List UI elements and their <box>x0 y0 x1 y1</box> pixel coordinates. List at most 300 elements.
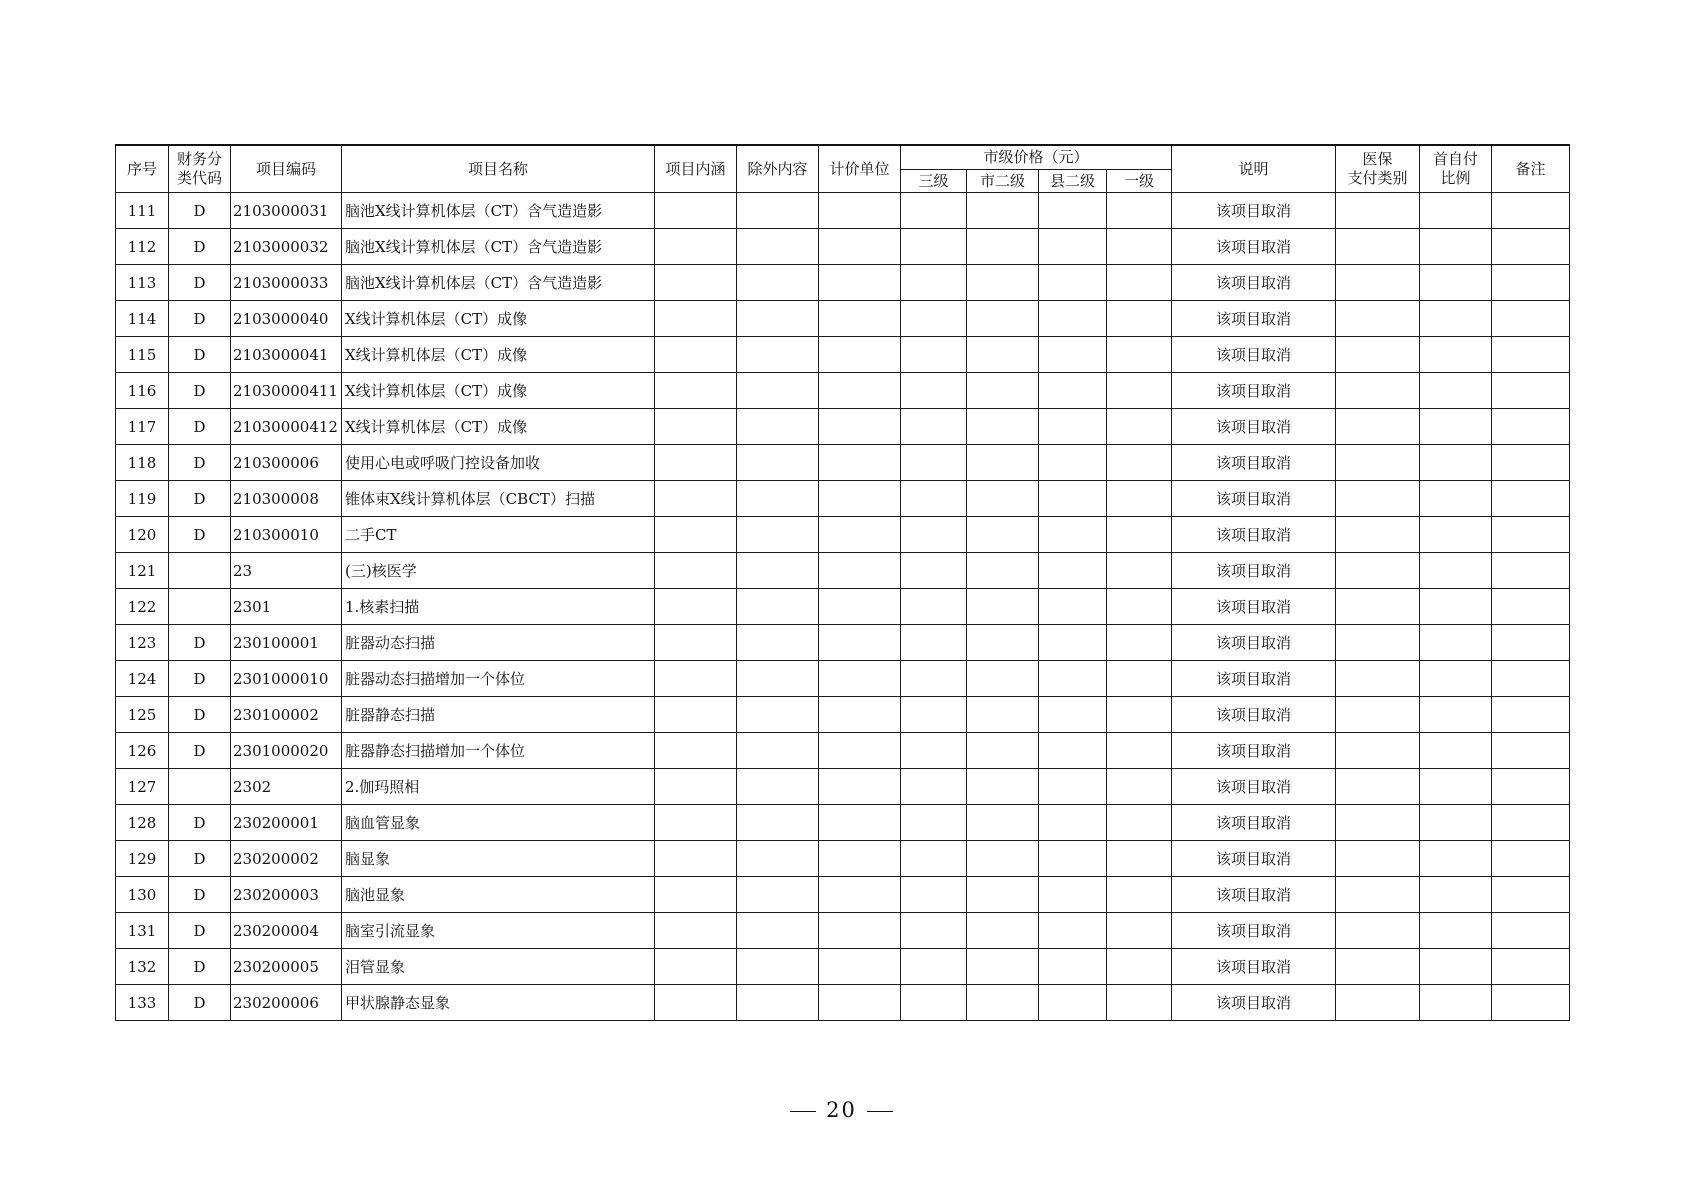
table-row <box>116 697 1570 733</box>
cell-price-city2 <box>967 733 1039 769</box>
cell-code: 230200006 <box>231 985 342 1021</box>
cell-description: 该项目取消 <box>1172 517 1336 553</box>
cell-price-level1 <box>1107 409 1172 445</box>
cell-code: 230200001 <box>231 805 342 841</box>
cell-price-level1 <box>1107 193 1172 229</box>
cell-price-level3 <box>901 517 967 553</box>
header-price-level3: 三级 <box>901 169 967 193</box>
cell-category: D <box>169 373 231 409</box>
cell-insurance <box>1336 481 1420 517</box>
cell-insurance <box>1336 373 1420 409</box>
cell-price-level3 <box>901 373 967 409</box>
header-price-city2: 市二级 <box>967 169 1039 193</box>
cell-price-city2 <box>967 589 1039 625</box>
cell-seq: 133 <box>116 985 169 1021</box>
cell-price-city2 <box>967 769 1039 805</box>
cell-insurance <box>1336 625 1420 661</box>
cell-category: D <box>169 409 231 445</box>
cell-category: D <box>169 265 231 301</box>
cell-code: 2301000010 <box>231 661 342 697</box>
cell-code: 210300006 <box>231 445 342 481</box>
cell-price-city2 <box>967 445 1039 481</box>
table-row <box>116 229 1570 265</box>
cell-code: 21030000411 <box>231 373 342 409</box>
cell-selfpay <box>1420 589 1492 625</box>
cell-price-county2 <box>1039 733 1107 769</box>
cell-content <box>655 985 737 1021</box>
cell-selfpay <box>1420 301 1492 337</box>
cell-selfpay <box>1420 409 1492 445</box>
cell-insurance <box>1336 409 1420 445</box>
cell-content <box>655 589 737 625</box>
cell-price-level1 <box>1107 589 1172 625</box>
cell-excluded <box>737 769 819 805</box>
cell-remark <box>1492 553 1570 589</box>
cell-seq: 132 <box>116 949 169 985</box>
cell-unit <box>819 193 901 229</box>
table-row <box>116 949 1570 985</box>
cell-description: 该项目取消 <box>1172 733 1336 769</box>
cell-code: 2103000033 <box>231 265 342 301</box>
cell-description: 该项目取消 <box>1172 625 1336 661</box>
cell-content <box>655 229 737 265</box>
cell-excluded <box>737 661 819 697</box>
cell-category: D <box>169 949 231 985</box>
cell-unit <box>819 301 901 337</box>
cell-remark <box>1492 805 1570 841</box>
cell-category: D <box>169 229 231 265</box>
table-row <box>116 337 1570 373</box>
cell-remark <box>1492 481 1570 517</box>
cell-price-level3 <box>901 229 967 265</box>
table-row <box>116 841 1570 877</box>
cell-price-level1 <box>1107 625 1172 661</box>
cell-remark <box>1492 697 1570 733</box>
cell-description: 该项目取消 <box>1172 301 1336 337</box>
header-insurance-line2: 支付类别 <box>1347 169 1408 187</box>
cell-insurance <box>1336 985 1420 1021</box>
header-content: 项目内涵 <box>655 145 737 193</box>
cell-excluded <box>737 625 819 661</box>
cell-insurance <box>1336 517 1420 553</box>
cell-description: 该项目取消 <box>1172 481 1336 517</box>
cell-category <box>169 553 231 589</box>
cell-seq: 119 <box>116 481 169 517</box>
cell-code: 230200003 <box>231 877 342 913</box>
cell-excluded <box>737 805 819 841</box>
table-row <box>116 409 1570 445</box>
cell-description: 该项目取消 <box>1172 373 1336 409</box>
cell-insurance <box>1336 265 1420 301</box>
cell-price-county2 <box>1039 805 1107 841</box>
cell-unit <box>819 229 901 265</box>
cell-content <box>655 661 737 697</box>
cell-excluded <box>737 913 819 949</box>
cell-insurance <box>1336 301 1420 337</box>
cell-code: 2301 <box>231 589 342 625</box>
cell-unit <box>819 445 901 481</box>
cell-category: D <box>169 517 231 553</box>
cell-price-county2 <box>1039 949 1107 985</box>
cell-unit <box>819 337 901 373</box>
cell-selfpay <box>1420 805 1492 841</box>
cell-seq: 114 <box>116 301 169 337</box>
cell-insurance <box>1336 589 1420 625</box>
cell-name: 甲状腺静态显象 <box>342 985 655 1021</box>
cell-seq: 123 <box>116 625 169 661</box>
cell-remark <box>1492 373 1570 409</box>
cell-name: X线计算机体层（CT）成像 <box>342 409 655 445</box>
cell-remark <box>1492 949 1570 985</box>
cell-seq: 122 <box>116 589 169 625</box>
cell-remark <box>1492 337 1570 373</box>
cell-code: 230100001 <box>231 625 342 661</box>
cell-price-level1 <box>1107 481 1172 517</box>
cell-price-city2 <box>967 661 1039 697</box>
cell-excluded <box>737 949 819 985</box>
cell-price-city2 <box>967 553 1039 589</box>
cell-price-county2 <box>1039 301 1107 337</box>
cell-excluded <box>737 481 819 517</box>
cell-excluded <box>737 337 819 373</box>
cell-code: 230200004 <box>231 913 342 949</box>
header-excluded: 除外内容 <box>737 145 819 193</box>
price-table <box>115 144 1570 1021</box>
cell-remark <box>1492 301 1570 337</box>
cell-category: D <box>169 697 231 733</box>
cell-selfpay <box>1420 517 1492 553</box>
table-row <box>116 625 1570 661</box>
cell-remark <box>1492 913 1570 949</box>
cell-price-county2 <box>1039 589 1107 625</box>
table-row <box>116 265 1570 301</box>
cell-description: 该项目取消 <box>1172 805 1336 841</box>
cell-price-level3 <box>901 805 967 841</box>
cell-unit <box>819 985 901 1021</box>
cell-category: D <box>169 913 231 949</box>
cell-insurance <box>1336 841 1420 877</box>
cell-insurance <box>1336 661 1420 697</box>
cell-selfpay <box>1420 445 1492 481</box>
cell-name: 脏器动态扫描增加一个体位 <box>342 661 655 697</box>
cell-unit <box>819 589 901 625</box>
cell-code: 210300008 <box>231 481 342 517</box>
cell-remark <box>1492 589 1570 625</box>
cell-content <box>655 265 737 301</box>
cell-name: X线计算机体层（CT）成像 <box>342 337 655 373</box>
header-remark: 备注 <box>1492 145 1570 193</box>
cell-unit <box>819 373 901 409</box>
header-description: 说明 <box>1172 145 1336 193</box>
cell-unit <box>819 697 901 733</box>
cell-price-city2 <box>967 337 1039 373</box>
cell-name: 脑池X线计算机体层（CT）含气造造影 <box>342 193 655 229</box>
cell-price-level1 <box>1107 877 1172 913</box>
cell-price-level3 <box>901 661 967 697</box>
cell-code: 23 <box>231 553 342 589</box>
cell-selfpay <box>1420 733 1492 769</box>
cell-name: 脏器静态扫描 <box>342 697 655 733</box>
cell-price-city2 <box>967 265 1039 301</box>
cell-selfpay <box>1420 193 1492 229</box>
table-row <box>116 769 1570 805</box>
cell-price-city2 <box>967 625 1039 661</box>
cell-name: 脑室引流显象 <box>342 913 655 949</box>
cell-category: D <box>169 985 231 1021</box>
cell-selfpay <box>1420 481 1492 517</box>
cell-selfpay <box>1420 949 1492 985</box>
cell-code: 230100002 <box>231 697 342 733</box>
table-row <box>116 373 1570 409</box>
cell-code: 230200005 <box>231 949 342 985</box>
cell-seq: 111 <box>116 193 169 229</box>
cell-price-city2 <box>967 841 1039 877</box>
cell-price-level1 <box>1107 553 1172 589</box>
cell-unit <box>819 877 901 913</box>
cell-price-level3 <box>901 445 967 481</box>
cell-price-city2 <box>967 697 1039 733</box>
cell-seq: 125 <box>116 697 169 733</box>
cell-remark <box>1492 445 1570 481</box>
table-row <box>116 877 1570 913</box>
cell-remark <box>1492 733 1570 769</box>
cell-seq: 127 <box>116 769 169 805</box>
cell-content <box>655 337 737 373</box>
cell-category: D <box>169 841 231 877</box>
table-row <box>116 805 1570 841</box>
cell-remark <box>1492 625 1570 661</box>
cell-content <box>655 445 737 481</box>
cell-excluded <box>737 229 819 265</box>
cell-insurance <box>1336 913 1420 949</box>
cell-description: 该项目取消 <box>1172 949 1336 985</box>
cell-price-level3 <box>901 337 967 373</box>
cell-price-level3 <box>901 193 967 229</box>
cell-excluded <box>737 985 819 1021</box>
cell-selfpay <box>1420 913 1492 949</box>
table-header <box>116 145 1570 193</box>
cell-seq: 115 <box>116 337 169 373</box>
cell-insurance <box>1336 733 1420 769</box>
cell-content <box>655 769 737 805</box>
cell-name: 脑池显象 <box>342 877 655 913</box>
cell-remark <box>1492 193 1570 229</box>
header-selfpay <box>1420 145 1492 193</box>
cell-description: 该项目取消 <box>1172 337 1336 373</box>
cell-category <box>169 769 231 805</box>
cell-seq: 129 <box>116 841 169 877</box>
header-category <box>169 145 231 193</box>
cell-name: 1.核素扫描 <box>342 589 655 625</box>
cell-description: 该项目取消 <box>1172 841 1336 877</box>
cell-content <box>655 913 737 949</box>
page-footer <box>0 1098 1683 1122</box>
cell-excluded <box>737 409 819 445</box>
cell-price-level1 <box>1107 697 1172 733</box>
cell-selfpay <box>1420 625 1492 661</box>
cell-price-level1 <box>1107 373 1172 409</box>
cell-seq: 130 <box>116 877 169 913</box>
cell-name: 脏器静态扫描增加一个体位 <box>342 733 655 769</box>
cell-remark <box>1492 661 1570 697</box>
cell-unit <box>819 733 901 769</box>
cell-excluded <box>737 589 819 625</box>
cell-price-level3 <box>901 949 967 985</box>
cell-seq: 120 <box>116 517 169 553</box>
cell-price-city2 <box>967 373 1039 409</box>
cell-code: 2103000031 <box>231 193 342 229</box>
cell-name: X线计算机体层（CT）成像 <box>342 301 655 337</box>
cell-content <box>655 553 737 589</box>
cell-seq: 121 <box>116 553 169 589</box>
cell-price-county2 <box>1039 229 1107 265</box>
cell-seq: 113 <box>116 265 169 301</box>
cell-unit <box>819 913 901 949</box>
cell-insurance <box>1336 805 1420 841</box>
cell-selfpay <box>1420 337 1492 373</box>
cell-price-county2 <box>1039 481 1107 517</box>
cell-price-city2 <box>967 517 1039 553</box>
cell-price-level3 <box>901 877 967 913</box>
cell-category: D <box>169 193 231 229</box>
cell-price-city2 <box>967 301 1039 337</box>
cell-price-level1 <box>1107 301 1172 337</box>
cell-excluded <box>737 445 819 481</box>
cell-remark <box>1492 517 1570 553</box>
header-unit: 计价单位 <box>819 145 901 193</box>
cell-price-county2 <box>1039 841 1107 877</box>
header-price-county2: 县二级 <box>1039 169 1107 193</box>
cell-price-county2 <box>1039 445 1107 481</box>
cell-excluded <box>737 697 819 733</box>
cell-code: 2301000020 <box>231 733 342 769</box>
cell-price-city2 <box>967 229 1039 265</box>
cell-excluded <box>737 265 819 301</box>
cell-price-level3 <box>901 625 967 661</box>
cell-price-city2 <box>967 805 1039 841</box>
cell-code: 2103000040 <box>231 301 342 337</box>
cell-code: 2103000032 <box>231 229 342 265</box>
cell-description: 该项目取消 <box>1172 769 1336 805</box>
cell-price-level1 <box>1107 661 1172 697</box>
table-row <box>116 913 1570 949</box>
cell-selfpay <box>1420 265 1492 301</box>
cell-code: 2302 <box>231 769 342 805</box>
cell-code: 210300010 <box>231 517 342 553</box>
cell-content <box>655 517 737 553</box>
cell-name: 脑池X线计算机体层（CT）含气造造影 <box>342 265 655 301</box>
cell-category: D <box>169 445 231 481</box>
header-insurance <box>1336 145 1420 193</box>
cell-category <box>169 589 231 625</box>
cell-category: D <box>169 337 231 373</box>
cell-seq: 126 <box>116 733 169 769</box>
footer-dash-right <box>867 1111 893 1112</box>
cell-insurance <box>1336 697 1420 733</box>
cell-seq: 131 <box>116 913 169 949</box>
cell-description: 该项目取消 <box>1172 697 1336 733</box>
cell-price-level3 <box>901 841 967 877</box>
cell-remark <box>1492 841 1570 877</box>
cell-content <box>655 697 737 733</box>
cell-content <box>655 625 737 661</box>
cell-description: 该项目取消 <box>1172 193 1336 229</box>
cell-unit <box>819 625 901 661</box>
cell-seq: 128 <box>116 805 169 841</box>
cell-excluded <box>737 553 819 589</box>
cell-price-level1 <box>1107 733 1172 769</box>
cell-excluded <box>737 841 819 877</box>
cell-name: X线计算机体层（CT）成像 <box>342 373 655 409</box>
cell-category: D <box>169 877 231 913</box>
cell-name: 2.伽玛照相 <box>342 769 655 805</box>
cell-price-county2 <box>1039 661 1107 697</box>
cell-price-level3 <box>901 553 967 589</box>
header-name: 项目名称 <box>342 145 655 193</box>
cell-excluded <box>737 517 819 553</box>
cell-selfpay <box>1420 373 1492 409</box>
cell-excluded <box>737 733 819 769</box>
table-row <box>116 985 1570 1021</box>
cell-price-county2 <box>1039 985 1107 1021</box>
cell-content <box>655 373 737 409</box>
cell-price-city2 <box>967 409 1039 445</box>
cell-price-level3 <box>901 265 967 301</box>
cell-category: D <box>169 301 231 337</box>
cell-code: 230200002 <box>231 841 342 877</box>
cell-remark <box>1492 265 1570 301</box>
cell-category: D <box>169 661 231 697</box>
cell-selfpay <box>1420 985 1492 1021</box>
cell-seq: 124 <box>116 661 169 697</box>
header-category-line2: 类代码 <box>176 169 222 187</box>
cell-name: 使用心电或呼吸门控设备加收 <box>342 445 655 481</box>
cell-unit <box>819 481 901 517</box>
cell-category: D <box>169 625 231 661</box>
cell-selfpay <box>1420 229 1492 265</box>
cell-name: (三)核医学 <box>342 553 655 589</box>
cell-excluded <box>737 301 819 337</box>
cell-name: 脏器动态扫描 <box>342 625 655 661</box>
cell-price-county2 <box>1039 409 1107 445</box>
cell-content <box>655 733 737 769</box>
cell-description: 该项目取消 <box>1172 661 1336 697</box>
cell-unit <box>819 265 901 301</box>
table-row <box>116 517 1570 553</box>
cell-excluded <box>737 877 819 913</box>
cell-price-county2 <box>1039 337 1107 373</box>
cell-price-city2 <box>967 913 1039 949</box>
cell-excluded <box>737 373 819 409</box>
cell-price-level1 <box>1107 985 1172 1021</box>
cell-price-county2 <box>1039 553 1107 589</box>
cell-price-city2 <box>967 949 1039 985</box>
cell-name: 泪管显象 <box>342 949 655 985</box>
cell-remark <box>1492 769 1570 805</box>
cell-insurance <box>1336 337 1420 373</box>
table-row <box>116 553 1570 589</box>
cell-remark <box>1492 409 1570 445</box>
cell-price-level1 <box>1107 769 1172 805</box>
cell-selfpay <box>1420 769 1492 805</box>
cell-price-level3 <box>901 985 967 1021</box>
cell-price-level3 <box>901 481 967 517</box>
cell-price-level3 <box>901 733 967 769</box>
cell-category: D <box>169 481 231 517</box>
header-insurance-line1: 医保 <box>1362 150 1393 168</box>
cell-price-level3 <box>901 913 967 949</box>
cell-price-level1 <box>1107 229 1172 265</box>
